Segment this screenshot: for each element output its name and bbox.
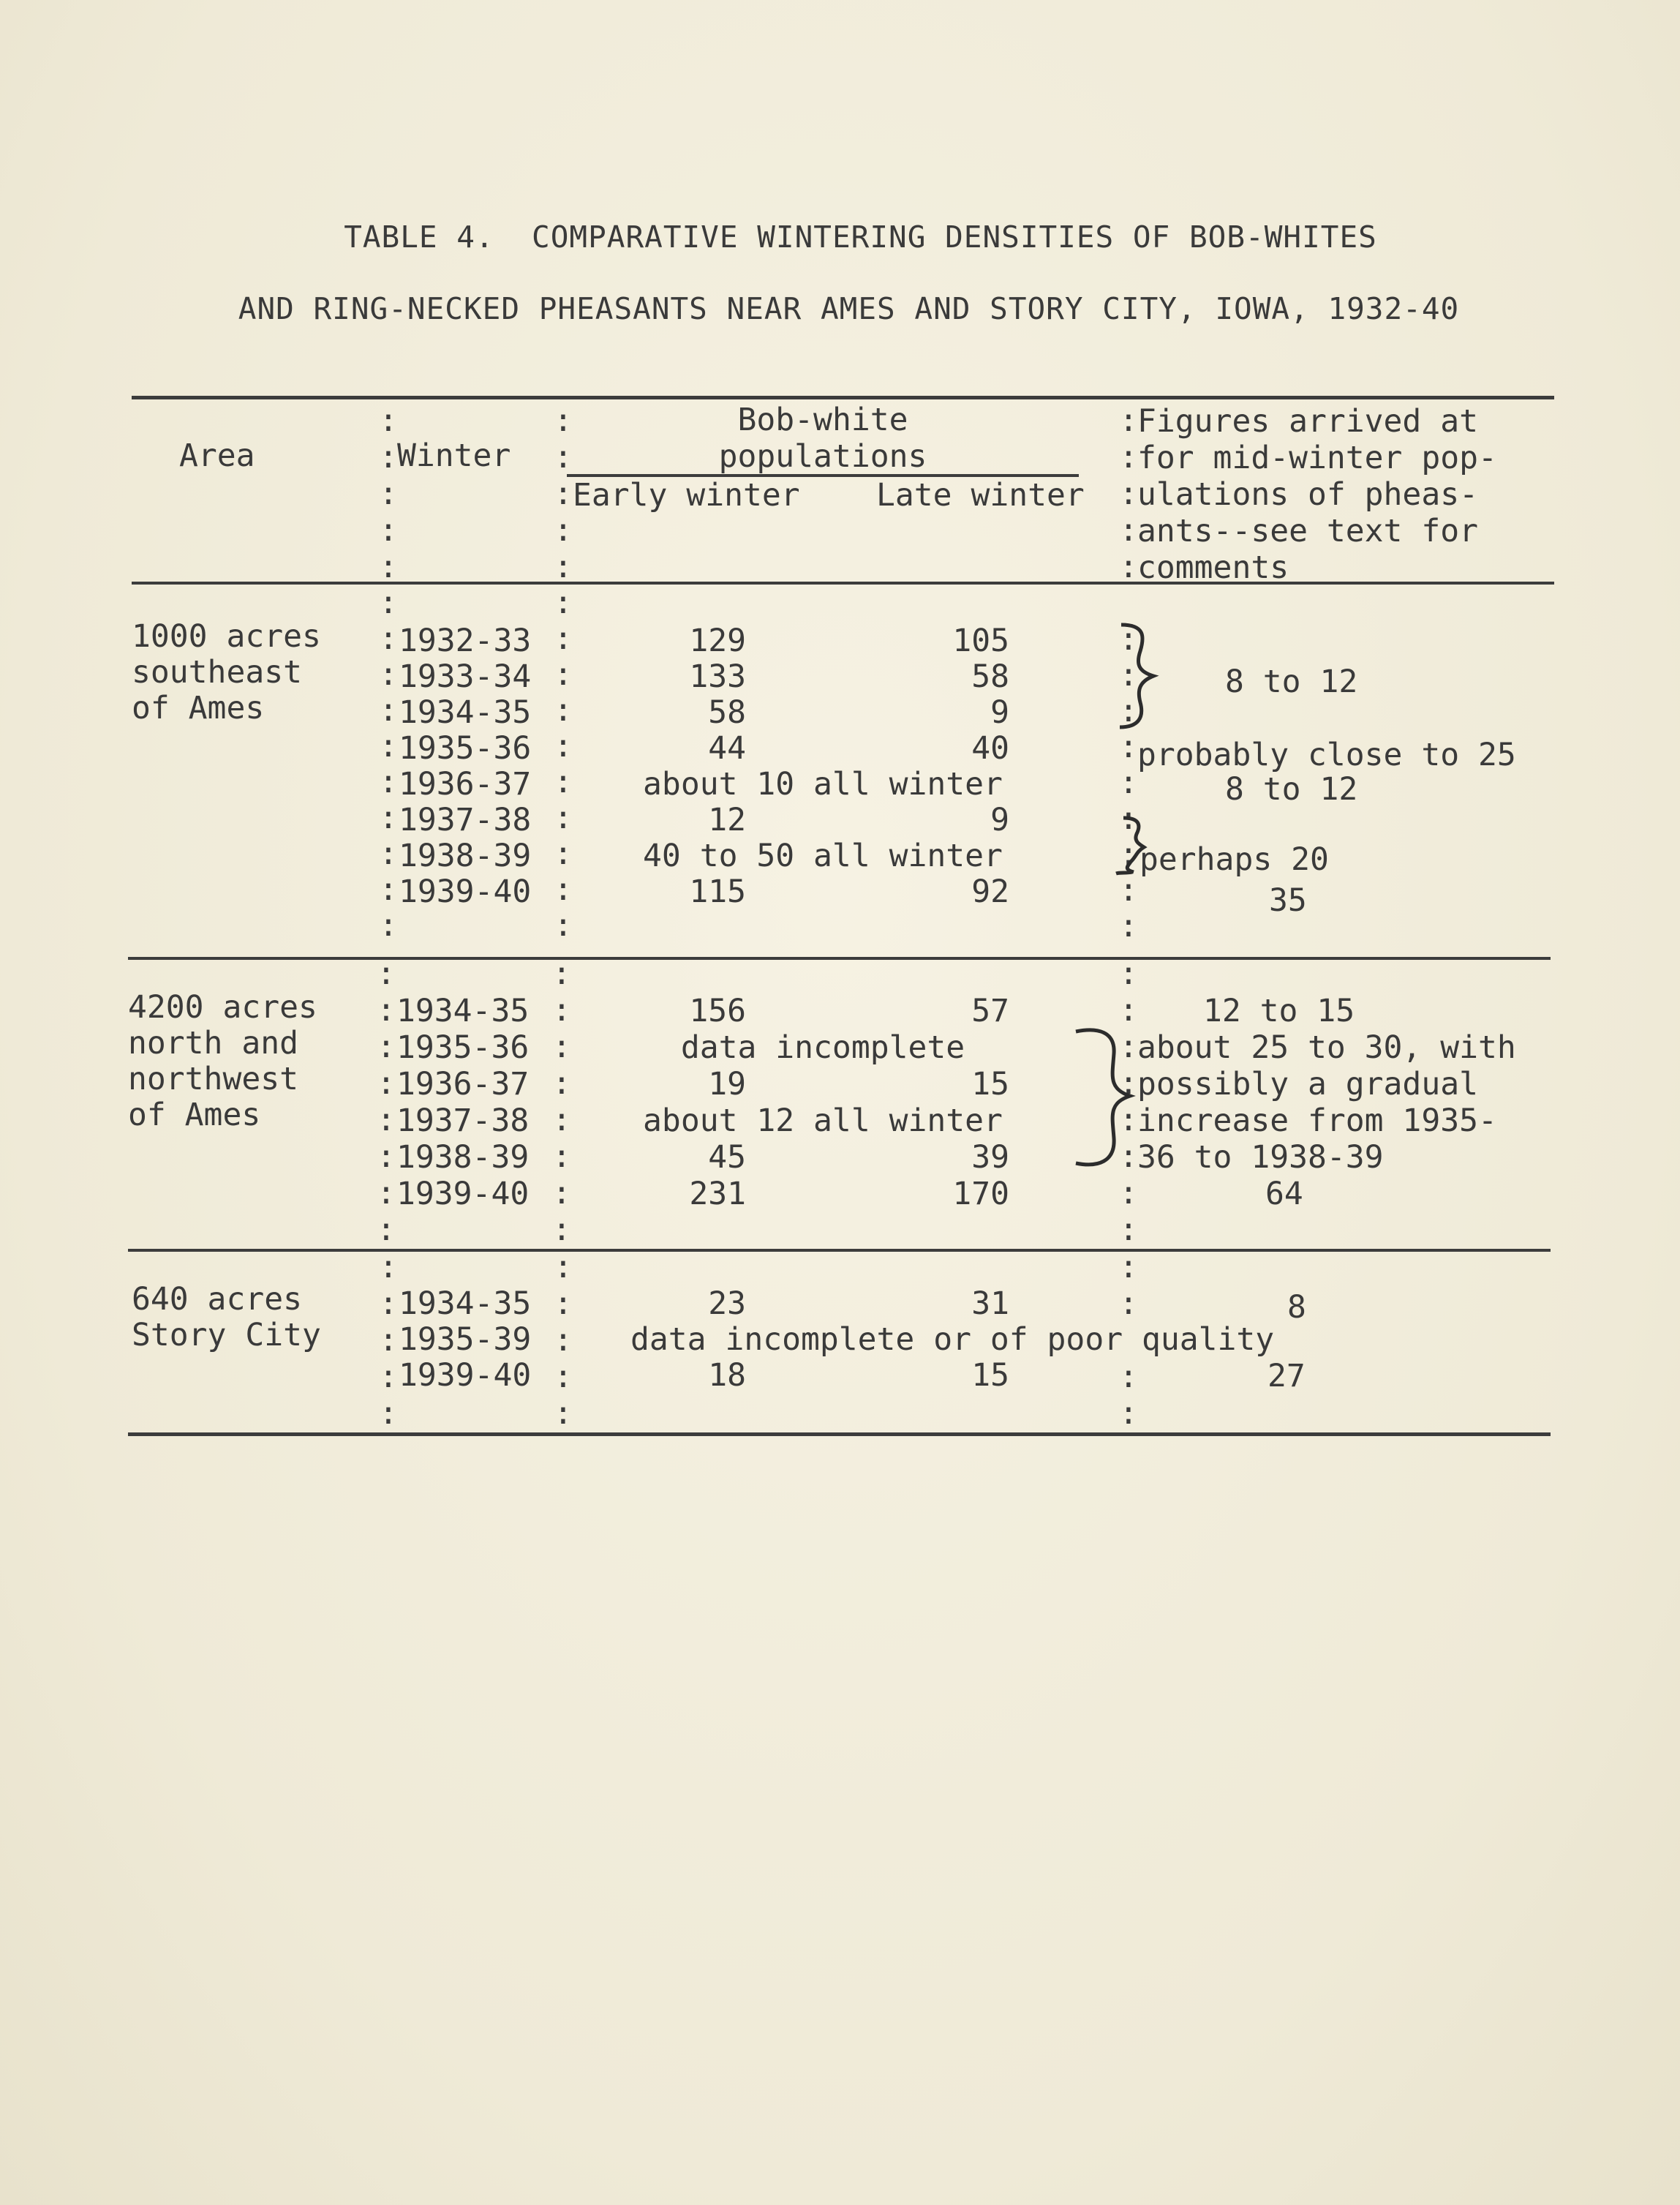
table-row: 1935-36 [399, 730, 532, 767]
early-value: 133 [689, 658, 746, 695]
separator-column-1: : : : : : [379, 402, 398, 585]
pheasant-value: about 25 to 30, with [1137, 1029, 1516, 1066]
header-late-winter: Late winter [876, 477, 1085, 514]
early-value: 129 [689, 623, 746, 659]
early-value: 12 [708, 802, 746, 838]
pheasant-value: 64 [1265, 1176, 1303, 1212]
section-2-area-line-3: northwest [128, 1061, 298, 1097]
section-3-area-line-2: Story City [132, 1317, 321, 1353]
table-row: 1935-36 [396, 1029, 530, 1066]
header-figures-1: Figures arrived at [1137, 403, 1478, 440]
late-value: 170 [952, 1176, 1009, 1212]
pheasant-value: 35 [1269, 882, 1307, 919]
early-value: 231 [689, 1176, 746, 1212]
pheasant-value: increase from 1935- [1137, 1102, 1497, 1139]
table-title-line-1: TABLE 4. COMPARATIVE WINTERING DENSITIES OF BOB-WHITES [344, 219, 1377, 255]
table-row: 1939-40 [399, 874, 532, 910]
late-value: 31 [971, 1285, 1009, 1322]
pheasant-value: 12 to 15 [1203, 993, 1355, 1029]
early-value: 19 [708, 1066, 746, 1102]
table-row: 1934-35 [396, 993, 530, 1029]
bottom-rule [128, 1432, 1551, 1436]
header-figures-3: ulations of pheas- [1137, 476, 1478, 513]
early-value: 23 [708, 1285, 746, 1322]
header-area: Area [179, 437, 255, 474]
table-row: 1936-37 [396, 1066, 530, 1102]
section-3-area-line-1: 640 acres [132, 1281, 302, 1318]
late-value: 39 [971, 1139, 1009, 1176]
late-value: 15 [971, 1357, 1009, 1394]
separator-column-2: : : : : : [554, 402, 573, 585]
early-value: 156 [689, 993, 746, 1029]
separator-section-2-col-3: : : : : : : : : [1119, 955, 1138, 1248]
separator-section-3-col-2: : : : : : [554, 1249, 573, 1432]
span-value: about 10 all winter [643, 766, 1003, 803]
separator-section-2-col-2: : : : : : : : : [552, 955, 571, 1248]
separator-column-3: : : : : : [1119, 402, 1138, 585]
late-value: 9 [990, 694, 1009, 731]
section-2-area-line-1: 4200 acres [128, 989, 317, 1026]
separator-section-1-col-2: : : : : : : : : : : [554, 585, 573, 944]
span-value: 40 to 50 all winter [643, 838, 1003, 874]
separator-section-3-col-1: : : : : : [379, 1249, 398, 1432]
early-value: 45 [708, 1139, 746, 1176]
header-populations: populations [718, 438, 927, 475]
separator-section-1-col-3: : : : : : : : : : [1119, 621, 1138, 944]
table-row: 1937-38 [396, 1102, 530, 1139]
header-bobwhite: Bob-white [737, 402, 908, 438]
late-value: 57 [971, 993, 1009, 1029]
pheasant-value: 8 [1287, 1289, 1306, 1326]
late-value: 58 [971, 658, 1009, 695]
span-value: data incomplete or of poor quality [630, 1321, 1275, 1358]
header-figures-4: ants--see text for [1137, 513, 1478, 549]
table-row: 1935-39 [399, 1321, 532, 1358]
header-figures-5: comments [1137, 549, 1289, 586]
early-value: 18 [708, 1357, 746, 1394]
pheasant-value: 8 to 12 [1225, 664, 1358, 700]
separator-section-3-col-3: : : : : [1119, 1249, 1138, 1432]
early-value: 115 [689, 874, 746, 910]
table-row: 1934-35 [399, 1285, 532, 1322]
section-1-bottom-rule [128, 957, 1551, 960]
header-bottom-rule [132, 582, 1554, 585]
pheasant-value: 8 to 12 [1225, 771, 1358, 808]
pheasant-value: perhaps 20 [1140, 841, 1329, 878]
late-value: 9 [990, 802, 1009, 838]
table-row: 1937-38 [399, 802, 532, 838]
section-2-bottom-rule [128, 1249, 1551, 1252]
section-1-area-line-1: 1000 acres [132, 618, 321, 655]
pheasant-value: 27 [1267, 1358, 1306, 1394]
pheasant-value: 36 to 1938-39 [1137, 1139, 1384, 1176]
handwritten-brace [1071, 1024, 1101, 1171]
table-row: 1936-37 [399, 766, 532, 803]
handwritten-brace [1115, 620, 1145, 730]
separator-section-2-col-1: : : : : : : : : [377, 955, 396, 1248]
pheasant-value: probably close to 25 [1137, 737, 1516, 773]
section-2-area-line-2: north and [128, 1025, 298, 1062]
section-2-area-line-4: of Ames [128, 1097, 261, 1133]
table-row: 1939-40 [399, 1357, 532, 1394]
table-row: 1938-39 [399, 838, 532, 874]
table-row: 1938-39 [396, 1139, 530, 1176]
late-value: 92 [971, 874, 1009, 910]
handwritten-brace [1112, 814, 1141, 879]
table-row: 1932-33 [399, 623, 532, 659]
top-rule [132, 396, 1554, 399]
span-value: data incomplete [680, 1029, 965, 1066]
header-figures-2: for mid-winter pop- [1137, 440, 1497, 476]
early-value: 58 [708, 694, 746, 731]
separator-section-1-col-1: : : : : : : : : : : [379, 585, 398, 944]
table-row: 1933-34 [399, 658, 532, 695]
table-title-line-2: AND RING-NECKED PHEASANTS NEAR AMES AND STORY CITY, IOWA, 1932-40 [238, 291, 1460, 326]
table-row: 1934-35 [399, 694, 532, 731]
header-winter: Winter [397, 437, 511, 474]
header-early-winter: Early winter [573, 477, 800, 514]
late-value: 105 [952, 623, 1009, 659]
section-1-area-line-3: of Ames [132, 690, 265, 726]
late-value: 40 [971, 730, 1009, 767]
early-value: 44 [708, 730, 746, 767]
pheasant-value: possibly a gradual [1137, 1066, 1478, 1102]
late-value: 15 [971, 1066, 1009, 1102]
section-1-area-line-2: southeast [132, 654, 302, 691]
table-row: 1939-40 [396, 1176, 530, 1212]
span-value: about 12 all winter [643, 1102, 1003, 1139]
